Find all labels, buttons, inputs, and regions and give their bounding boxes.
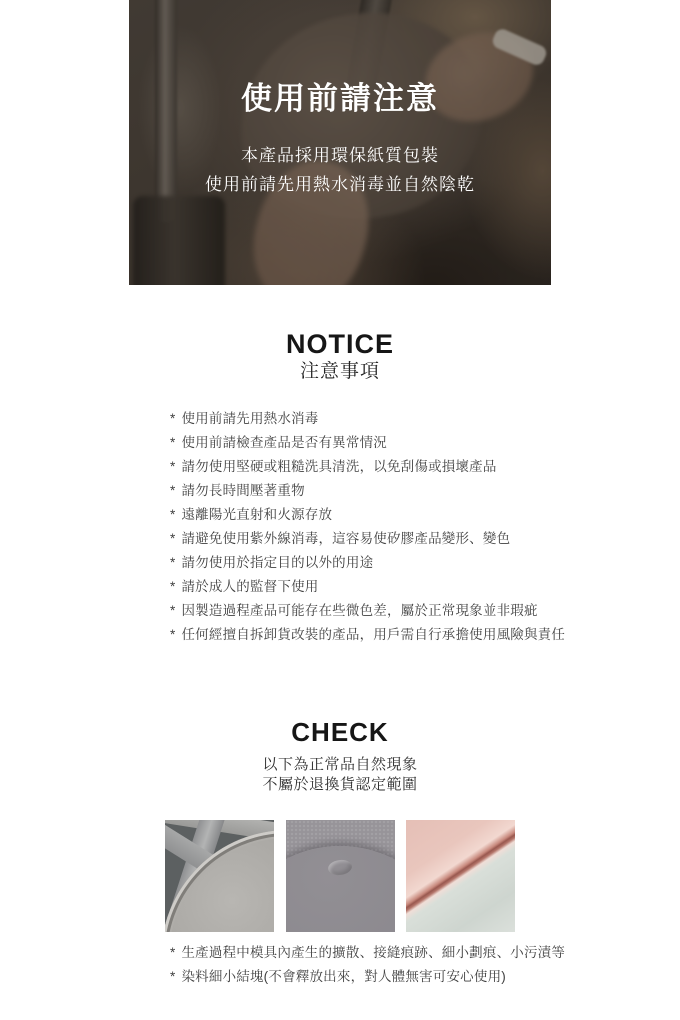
notice-item-text: 請避免使用紫外線消毒，這容易使矽膠產品變形、變色 xyxy=(181,531,511,546)
bullet-marker: * xyxy=(170,531,176,546)
example-image-edge-parting-line xyxy=(406,820,515,932)
check-note xyxy=(170,965,570,989)
bullet-marker: * xyxy=(170,555,176,570)
notice-list xyxy=(170,407,566,647)
hero-photo xyxy=(129,0,551,285)
check-subtitle-line2: 不屬於退換貨認定範圍 xyxy=(262,776,418,793)
example-image-mold-seam xyxy=(165,820,274,932)
bullet-marker: * xyxy=(170,579,176,594)
check-notes-list xyxy=(170,941,570,989)
notice-item-text: 因製造過程產品可能存在些微色差，屬於正常現象並非瑕疵 xyxy=(181,603,538,618)
example-image-surface-dent xyxy=(286,820,395,932)
bullet-marker: * xyxy=(170,945,176,960)
check-note-text: 生產過程中模具內產生的擴散、接縫痕跡、細小劃痕、小污漬等 xyxy=(181,945,566,960)
notice-item xyxy=(170,551,550,575)
notice-item xyxy=(170,479,550,503)
notice-item-text: 請勿使用於指定目的以外的用途 xyxy=(181,555,374,570)
notice-heading: NOTICE xyxy=(285,329,394,359)
bullet-marker: * xyxy=(170,459,176,474)
check-note-text: 染料細小結塊(不會釋放出來，對人體無害可安心使用) xyxy=(181,969,506,984)
bullet-marker: * xyxy=(170,435,176,450)
check-heading: CHECK xyxy=(291,717,389,747)
check-images-row xyxy=(165,820,515,932)
hero-subtitle-line1: 本產品採用環保紙質包裝 xyxy=(241,146,439,165)
notice-item-text: 使用前請先用熱水消毒 xyxy=(181,411,319,426)
check-note xyxy=(170,941,570,965)
notice-item xyxy=(170,503,550,527)
notice-item-text: 使用前請檢查產品是否有異常情況 xyxy=(181,435,387,450)
bullet-marker: * xyxy=(170,483,176,498)
notice-item xyxy=(170,623,566,647)
notice-item xyxy=(170,431,550,455)
notice-item-text: 請勿使用堅硬或粗糙洗具清洗，以免刮傷或損壞產品 xyxy=(181,459,497,474)
bullet-marker: * xyxy=(170,603,176,618)
notice-item-text: 請勿長時間壓著重物 xyxy=(181,483,305,498)
bullet-marker: * xyxy=(170,969,176,984)
bullet-marker: * xyxy=(170,627,176,642)
notice-item xyxy=(170,575,550,599)
bullet-marker: * xyxy=(170,507,176,522)
notice-item-text: 遠離陽光直射和火源存放 xyxy=(181,507,333,522)
hero-title: 使用前請注意 xyxy=(241,81,439,116)
notice-item xyxy=(170,527,550,551)
notice-item xyxy=(170,599,550,623)
check-subtitle-line1: 以下為正常品自然現象 xyxy=(262,756,418,773)
notice-item-text: 請於成人的監督下使用 xyxy=(181,579,319,594)
notice-item xyxy=(170,407,550,431)
hero-text-block xyxy=(129,0,551,285)
bullet-marker: * xyxy=(170,411,176,426)
notice-item xyxy=(170,455,550,479)
notice-subheading: 注意事項 xyxy=(299,361,380,382)
hero-subtitle-line2: 使用前請先用熱水消毒並自然陰乾 xyxy=(205,175,475,194)
notice-item-text: 任何經擅自拆卸貨改裝的產品，用戶需自行承擔使用風險與責任 xyxy=(181,627,566,642)
